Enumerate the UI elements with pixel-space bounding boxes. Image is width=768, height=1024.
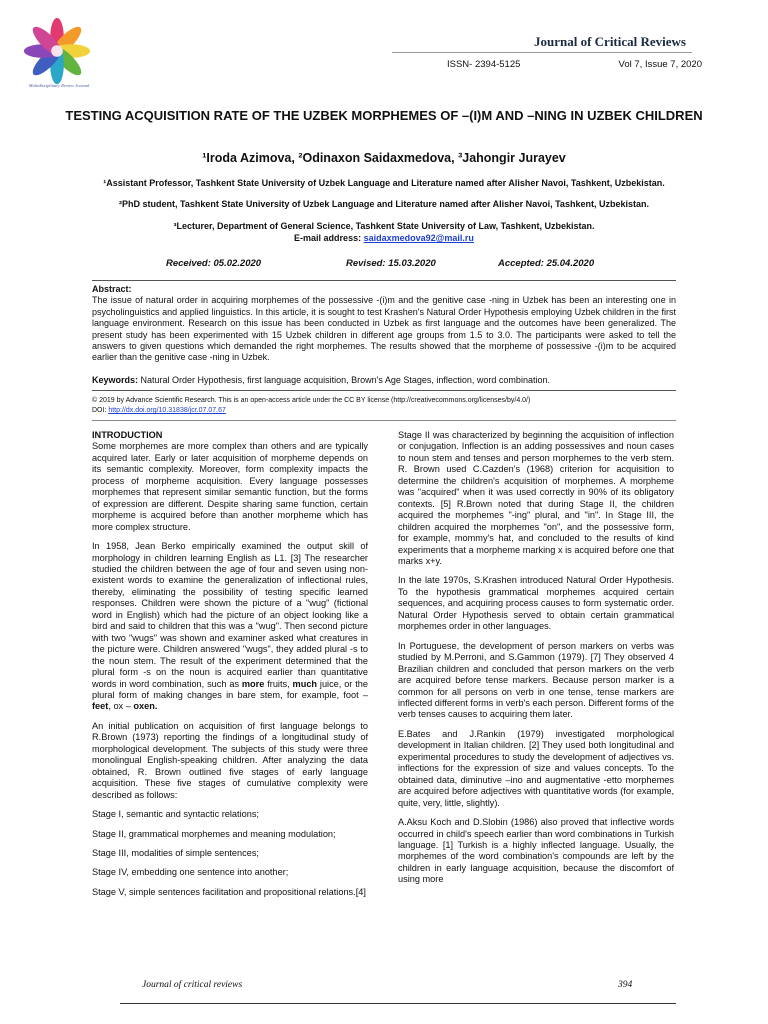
keywords-line (92, 375, 676, 385)
authors: ¹Iroda Azimova, ²Odinaxon Saidaxmedova, ³Jahongir Jurayev (202, 151, 566, 165)
intro-heading: INTRODUCTION (92, 430, 163, 440)
logo-caption: Multidisciplinary Review Journal (28, 83, 90, 88)
keywords-text: Natural Order Hypothesis, first language acquisition, Brown's Age Stages, inflection, word combination. (140, 375, 550, 385)
affiliation-2: ²PhD student, Tashkent State University of Uzbek Language and Literature named after Alisher Navoi, Tashkent, Uzbekistan. (119, 199, 649, 209)
email-line (90, 233, 678, 244)
accepted-date: Accepted: 25.04.2020 (498, 258, 595, 269)
volume-issue: Vol 7, Issue 7, 2020 (618, 59, 702, 70)
stage-5: Stage V, simple sentences facilitation and propositional relations.[4] (92, 886, 366, 897)
intro-paragraph-3: An initial publication on acquisition of first language belongs to R.Brown (1973) reporting the findings of a longitudinal study of morphological development. The subjects of this study were three monolingual English-speaking children. After analyzing the data obtained, R. Brown outlined five stages of early language acquisition. These five stages of cumulative complexity were described as follows: (92, 720, 368, 800)
affiliation-3: ³Lecturer, Department of General Science, Tashkent State University of Law, Tashkent, Uzbekistan. (173, 221, 595, 231)
right-paragraph-3: In Portuguese, the development of person markers on verbs was studied by M.Perroni, and S.Gammon (1979). [7] They observed 4 Brazilian children and concluded that person markers on the verb are acquired before tense markers. Because person marker is a common for all persons on verb in one tense, tense markers are inflected different forms in verb's each person. Different forms of the verb tenses causes to acquiring them later. (398, 640, 674, 720)
email-link[interactable]: saidaxmedova92@mail.ru (363, 233, 474, 243)
right-paragraph-5: A.Aksu Koch and D.Slobin (1986) also proved that inflective words occurred in child's speech earlier than word combinations in Turkish language. [1] Turkish is a highly inflected language. Usually, the morphemes of the word combination's compounds are left by the children in early language acquisition, because the discomfort of using more (398, 817, 674, 885)
license-rule (92, 420, 676, 421)
doi-line (92, 406, 676, 416)
affiliation-1: ¹Assistant Professor, Tashkent State University of Uzbek Language and Literature named after Alisher Navoi, Tashkent, Uzbekistan. (103, 178, 665, 188)
issn: ISSN- 2394-5125 (447, 59, 521, 70)
abstract-label: Abstract: (92, 284, 132, 294)
abstract-top-rule (92, 280, 676, 281)
intro-paragraph-1: Some morphemes are more complex than others and are typically acquired later. Early or later acquisition of morpheme depends on its semantic complexity. Moreover, form complexity impacts the process of morpheme acquisition. Every language possesses morphemes that represent similar semantic function, but the forms of expression are different. Despite sharing same function, certain morpheme is acquired before than another morpheme which has more complex structure. (92, 441, 368, 532)
header-divider (392, 52, 692, 53)
abstract-block (92, 284, 676, 364)
keywords-label: Keywords: (92, 375, 139, 385)
abstract-bottom-rule (92, 390, 676, 391)
stage-2: Stage II, grammatical morphemes and meaning modulation; (92, 828, 336, 839)
abstract-text: The issue of natural order in acquiring morphemes of the possessive -(i)m and the genitive case -ning in Uzbek has been an interesting one in psycholinguistics and applied linguistics. In this article, it is sought to test Krashen's Natural Order Hypothesis employing Uzbek children in the first language environment. Research on this issue has been conducted in Uzbek as first language and the outcomes have been generalized. The present study has been experimented with 15 Uzbek children in different age groups from 1.5 to 3.0. The participants were asked to tell the answers to given questions which demanded the right morphemes. The results showed that the morpheme of possessive -(i)m to be acquired earlier than the genitive case -ning in Uzbek. (92, 295, 676, 363)
received-date: Received: 05.02.2020 (166, 258, 262, 269)
stage-4: Stage IV, embedding one sentence into another; (92, 867, 289, 878)
email-label: E-mail address: (294, 233, 362, 243)
right-paragraph-2: In the late 1970s, S.Krashen introduced Natural Order Hypothesis. To the hypothesis grammatical morphemes acquired certain sequences, and acquiring process causes to form systematic order. Natural Order Hypothesis served to obtain certain grammatical morphemes order in other languages. (398, 575, 674, 632)
footer-rule (120, 1003, 676, 1004)
stage-1: Stage I, semantic and syntactic relations; (92, 809, 259, 820)
right-paragraph-1: Stage II was characterized by beginning the acquisition of inflection or conjugation. Inflection is an adding possessives and noun cases to noun stem and tenses and person morphemes to the verb stem. R. Brown used C.Cazden's (1968) criterion for acquisition to determine the children's acquisition of morphemes. A morpheme was "acquired" when it was used correctly in 90% of its obligatory contexts. [5] R.Brown noted that during Stage II, the children acquired the morphemes "-ing" plural, and "in". In Stage III, the children acquired the morphemes "on", and the possessive form, for example, mommy's hat, and concluded to the results of kind experiments that a morpheme marking x is acquired before one that marks x+y. (398, 430, 674, 566)
license-text: © 2019 by Advance Scientific Research. This is an open-access article under the CC BY license (http://creativecommons.org/licenses/by/4.0/) (92, 397, 531, 404)
paper-title: TESTING ACQUISITION RATE OF THE UZBEK MORPHEMES OF –(I)M AND –NING IN UZBEK CHILDREN (65, 108, 703, 123)
license-block (92, 396, 676, 416)
right-column (398, 430, 674, 894)
journal-name: Journal of Critical Reviews (533, 34, 686, 49)
stage-3: Stage III, modalities of simple sentences; (92, 847, 259, 858)
page-number: 394 (618, 980, 633, 990)
doi-label: DOI: (92, 407, 107, 414)
left-column (92, 430, 368, 906)
intro-paragraph-2: In 1958, Jean Berko empirically examined the output skill of morphology in children learning English as L1. [3] The researcher studied the children between the age of four and seven using non-existent words to examine the generalization of inflectional rules, thereby, eliminating the possibility of testing specific learned responses. Children were shown the picture of a "wug" (fictional word in English) which had the picture of an object looking like a bird and said to children that this was a "wug". Then second picture with two "wugs" was shown and examiner asked what creatures in the picture were. Children answered "wugs", they added plural -s to the noun stem. The result of the experiment determined that the plural form -s on the noun is acquired earlier than quantitative words in word combination, such as more fruits, much juice, or the plural form of making changes in bare stem, for example, foot – feet, ox – oxen. (92, 541, 368, 712)
right-paragraph-4: E.Bates and J.Rankin (1979) investigated morphological development in Italian children. [2] They used both longitudinal and experimental procedures to study the development of adjectives vs. inflections for the expression of size and values concepts. To the obtained data, diminutive –ino and augmentative -etto morphemes are acquired before adjectives with quantitative words (for example, quite, very, little, slightly). (398, 728, 674, 808)
doi-link[interactable]: http://dx.doi.org/10.31838/jcr.07.07.67 (108, 407, 226, 414)
footer-journal: Journal of critical reviews (142, 980, 243, 990)
revised-date: Revised: 15.03.2020 (346, 258, 436, 269)
journal-logo-icon (18, 14, 96, 92)
